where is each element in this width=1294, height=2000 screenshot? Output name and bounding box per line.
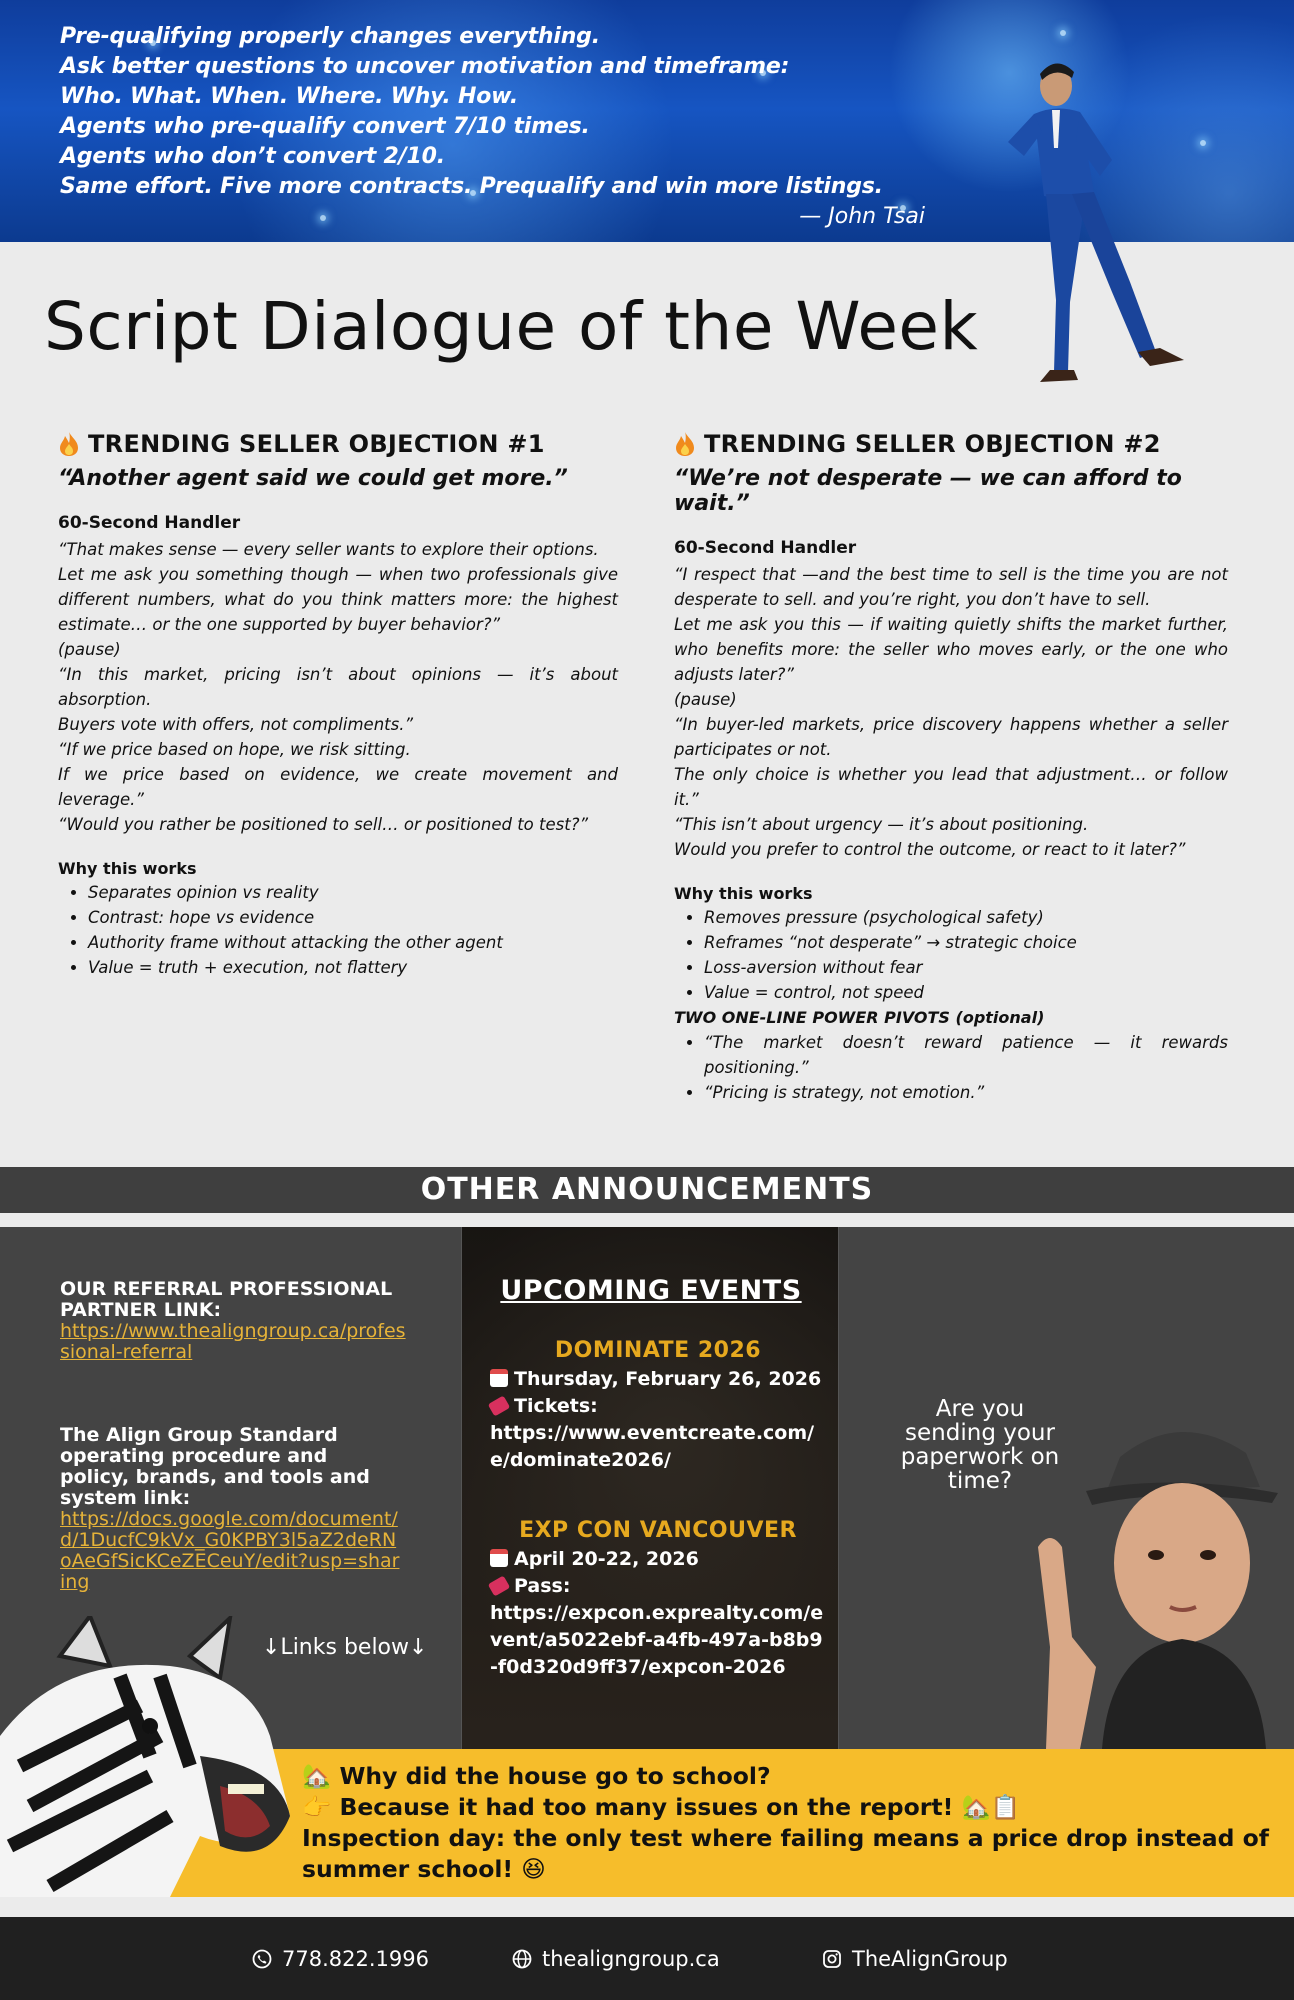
event-date: Thursday, February 26, 2026 [514,1368,822,1390]
footer-phone[interactable] [252,1917,429,2000]
globe-icon [512,1949,532,1969]
links-below-note: ↓Links below↓ [262,1635,428,1660]
page-title: Script Dialogue of the Week [44,288,979,365]
joke-line: 🏡 Why did the house go to school? [302,1762,771,1790]
footer-instagram-text: TheAlignGroup [852,1946,1008,1971]
list-item: • Contrast: hope vs evidence [88,905,618,930]
referral-block [60,1279,410,1363]
event-item [490,1337,826,1474]
pivots-list [674,1030,1228,1105]
list-item: • Value = control, not speed [704,980,1228,1005]
event-pass-label: Tickets: [514,1395,598,1417]
laughing-zebra-photo [0,1616,300,1897]
event-pass-label: Pass: [514,1575,571,1597]
joke-text [302,1761,1282,1885]
sop-link[interactable]: https://docs.google.com/document/d/1DucfC9kVx_G0KPBY3l5aZ2deRNoAeGfSicKCeZECeuY/edit?usp=sharing [60,1508,400,1593]
event-name: DOMINATE 2026 [554,1338,762,1363]
pivots-label: TWO ONE-LINE POWER PIVOTS (optional) [674,1008,1045,1027]
handler-script [58,537,618,837]
script-line: The only choice is whether you lead that adjustment… or follow it.” [674,765,1228,809]
events-panel [461,1227,839,1749]
sparkle [1060,30,1066,36]
hero-line: Agents who pre-qualify convert 7/10 times. [60,114,590,139]
footer-phone-text: 778.822.1996 [282,1946,429,1971]
fire-icon [58,431,80,457]
script-line: “In this market, pricing isn’t about opinions — it’s about absorption. [58,665,618,709]
event-pass-row [490,1393,826,1420]
footer-website-text: thealigngroup.ca [542,1946,720,1971]
footer-instagram[interactable] [822,1917,1008,2000]
walking-man-photo [990,52,1190,432]
event-name: EXP CON VANCOUVER [519,1518,797,1543]
ticket-icon [488,1395,511,1416]
hero-quote [60,22,940,232]
why-list [674,905,1228,1005]
event-item [490,1517,826,1681]
objection-1-section [58,430,618,980]
announcements-heading: OTHER ANNOUNCEMENTS [0,1167,1294,1213]
referral-label: OUR REFERRAL PROFESSIONAL PARTNER LINK: [60,1278,393,1321]
hero-line: Same effort. Five more contracts. Prequalify and win more listings. [60,174,883,199]
list-item: • Removes pressure (psychological safety) [704,905,1228,930]
ticket-icon [488,1575,511,1596]
phone-icon [252,1949,272,1969]
objection-quote: “Another agent said we could get more.” [58,466,568,491]
handler-label: 60-Second Handler [674,538,857,558]
objection-2-section [674,430,1228,1105]
handler-script [674,562,1228,862]
woman-pointing-photo [1010,1417,1294,1749]
footer [0,1917,1294,2000]
hero-author: — John Tsai [799,204,925,229]
list-item: • Separates opinion vs reality [88,880,618,905]
script-line: “This isn’t about urgency — it’s about positioning. [674,815,1089,834]
events-title: UPCOMING EVENTS [500,1275,802,1306]
hero-line: Ask better questions to uncover motivation and timeframe: [60,54,790,79]
hero-line: Who. What. When. Where. Why. How. [60,84,518,109]
script-line: Let me ask you something though — when two professionals give different numbers, what do you think matters more: the highest estimate… or the one supported by buyer behavior?” [58,565,618,634]
fire-icon [674,431,696,457]
handler-label: 60-Second Handler [58,513,241,533]
objection-heading-text: TRENDING SELLER OBJECTION #2 [704,430,1161,458]
script-line: If we price based on evidence, we create movement and leverage.” [58,765,618,809]
event-date: April 20-22, 2026 [514,1548,699,1570]
objection-quote: “We’re not desperate — we can afford to wait.” [674,466,1182,516]
script-line: Buyers vote with offers, not compliments.” [58,715,414,734]
referral-link[interactable]: https://www.thealigngroup.ca/professional-referral [60,1320,406,1363]
sop-block [60,1425,400,1593]
objection-heading [58,430,618,458]
instagram-icon [822,1949,842,1969]
why-list [58,880,618,980]
sop-label: The Align Group Standard operating procedure and policy, brands, and tools and system link: [60,1424,370,1509]
event-date-row [490,1546,826,1573]
why-label: Why this works [674,884,813,903]
event-link[interactable]: https://www.eventcreate.com/e/dominate2026/ [490,1422,815,1471]
paperwork-panel [840,1227,1294,1749]
event-date-row [490,1366,826,1393]
objection-heading [674,430,1228,458]
list-item: • Authority frame without attacking the other agent [88,930,618,955]
calendar-icon [490,1549,508,1567]
script-line: Let me ask you this — if waiting quietly shifts the market further, who benefits more: the seller who moves early, or the one who adjusts later?” [674,615,1228,684]
hero-line: Pre-qualifying properly changes everything. [60,24,600,49]
script-line: “If we price based on hope, we risk sitting. [58,740,411,759]
calendar-icon [490,1369,508,1387]
list-item: • Reframes “not desperate” → strategic choice [704,930,1228,955]
joke-line: 👉 Because it had too many issues on the report! 🏡📋 [302,1793,1021,1821]
list-item: • Value = truth + execution, not flattery [88,955,618,980]
script-line: “I respect that —and the best time to sell is the time you are not desperate to sell. and you’re right, you don’t have to sell. [674,565,1228,609]
joke-line: Inspection day: the only test where failing means a price drop instead of summer school! 😆 [302,1824,1269,1883]
script-line: Would you prefer to control the outcome, or react to it later?” [674,840,1186,859]
event-link[interactable]: https://expcon.exprealty.com/event/a5022ebf-a4fb-497a-b8b9-f0d320d9ff37/expcon-2026 [490,1602,824,1678]
hero-line: Agents who don’t convert 2/10. [60,144,445,169]
script-line: (pause) [674,690,737,709]
list-item: • “The market doesn’t reward patience — it rewards positioning.” [704,1030,1228,1080]
paperwork-reminder: Are you sending your paperwork on time? [900,1396,1060,1494]
sparkle [1200,140,1206,146]
script-line: (pause) [58,640,121,659]
list-item: • “Pricing is strategy, not emotion.” [704,1080,1228,1105]
why-label: Why this works [58,859,197,878]
event-pass-row [490,1573,826,1600]
script-line: “That makes sense — every seller wants to explore their options. [58,540,599,559]
list-item: • Loss-aversion without fear [704,955,1228,980]
objection-heading-text: TRENDING SELLER OBJECTION #1 [88,430,545,458]
script-line: “Would you rather be positioned to sell… or positioned to test?” [58,815,588,834]
script-line: “In buyer-led markets, price discovery happens whether a seller participates or not. [674,715,1228,759]
footer-website[interactable] [512,1917,720,2000]
